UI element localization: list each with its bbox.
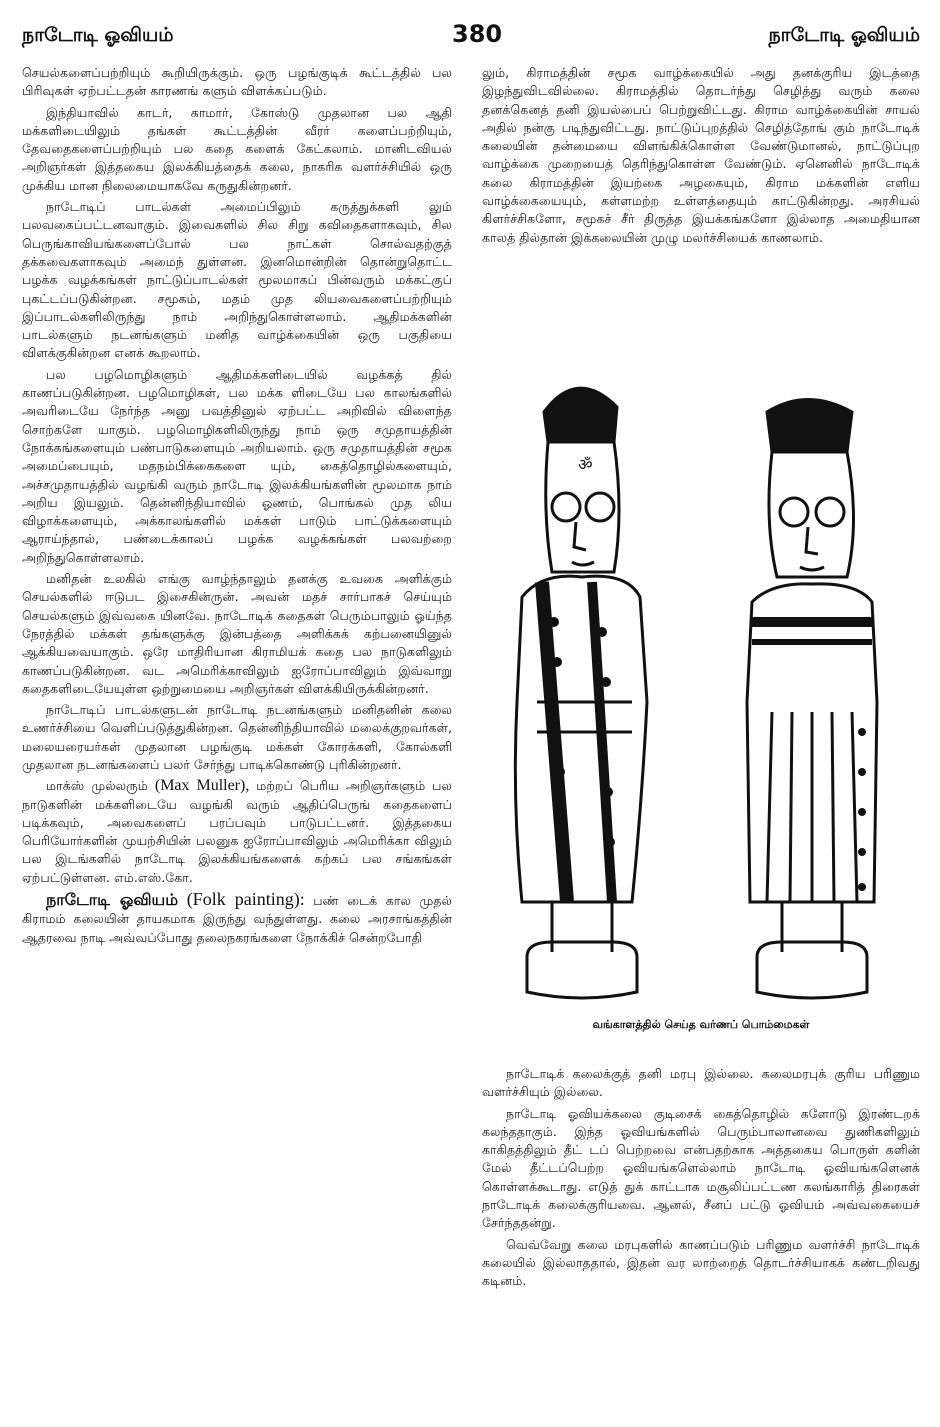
paragraph: லும், கிராமத்தின் சமூக வாழ்க்கையில் அது தனக்குரிய இடத்தை இழந்துவிடவில்லை. கிராமத்தில் தொடர்ந்து செழித்து வரும் கலை தனக்கெனத் தனி இயல்பைப் பெற்றுவிட்டது. கிராம வாழ்க்கையின் சாயல் அதில் நன்கு படிந்துவிட்டது. நாட்டுப்புறத்தில் செழித்தோங் கும் நாடோடிக் கலையின் தன்மையை விளங்கிக்கொள்ள வேண்டுமானல், நாட்டுப்புற வாழ்க்கை முறையைத் தெரிந்துகொள்ள வேண்டும். ஏனெனில் நாடோடிக் கலை கிராமத்தின் இயற்கை அழகையும், கிராம மக்களின் எளிய வாழ்க்கையையும், கள்ளமற்ற உள்ளத்தையும் காட்டுகின்றது. அரசியல் கிளர்ச்சிகளோ, சமூகச் சீர் திருத்த இயக்கங்களோ இல்லாத அமைதியான காலத் தில்தான் இக்கலையின் முழு மலர்ச்சியைக் காணலாம். [482,65,920,245]
section-heading-english: (Folk painting): [186,889,305,910]
figure-caption: வங்காளத்தில் செய்த வர்ணப் பொம்மைகள் [592,1018,810,1031]
svg-text:ॐ: ॐ [578,455,593,474]
section-heading: நாடோடி ஓவியம் [46,890,179,910]
english-term: (Max Muller), [154,777,250,795]
right-column-top [482,64,920,364]
paragraph: மனிதன் உலகில் எங்கு வாழ்ந்தாலும் தனக்கு உவகை அளிக்கும் செயல்களில் ஈடுபட இசைகின்ருன். அவன் மதச் சார்பாகச் செய்யும் செயல்களும் இவ்வகை யினவே. நாடோடிக் கதைகள் பெரும்பாலும் ஓய்ந்த நேரத்தில் மக்கள் தங்களுக்கு இன்பத்தை அளிக்கக் கற்பனையினுல் ஆக்கியவையாகும். ஒரே மாதிரியான கிராமியக் கதை பல நாடுகளிலும் காணப்படுகின்றன. வட அமெரிக்காவிலும் ஐரோப்பாவிலும் இவ்வாறு கதைகளிடையேயுள்ள ஒற்றுமையை அறிஞர்கள் விளக்கியிருக்கின்றனர். [22,571,452,696]
right-column-bottom [482,1065,920,1405]
page-header [22,20,920,58]
paragraph-text: பண் டைக் கால முதல் கிராமம் கலையின் தாயகமாக இருந்து வந்துள்ளது. கலை அரசாங்கத்தின் ஆதரவை நாடி அவ்வப்போது தலைநகரங்களை நோக்கிச் சென்றபோதி [22,893,452,945]
paragraph: செயல்களைப்பற்றியும் கூறியிருக்கும். ஒரு பழங்குடிக் கூட்டத்தில் பல பிரிவுகள் ஏற்பட்டதன் காரணங் களும் விளக்கப்படும். [22,65,452,99]
paragraph: நாடோடிப் பாடல்கள் அமைப்பிலும் கருத்துக்களி லும் பலவகைப்பட்டனவாகும். இவைகளில் சில சிறு கவிதைகளாகவும், சில பெருங்காவியங்களைப்போல் பல நாட்கள் சொல்வதற்குத் தக்கவைகளாகவும் அமைந் துள்ளன. இனமொன்றின் தொன்றுதொட்ட பழக்க வழக்கங்கள் நாட்டுப்பாடல்கள் மூலமாகப் பின்வரும் மக்கட்குப் புகட்டப்படுகின்றன. சமூகம், மதம் முத லியவைகளைப்பற்றியும் இப்பாடல்களிலிருந்து நாம் அறிந்துகொள்ளலாம். ஆதிமக்களின் பாடல்களும் நடனங்களும் மனித வாழ்க்கையின் ஒரு பகுதியை விளக்குகின்றன எனக் கூறலாம். [22,199,452,361]
paragraph: நாடோடிப் பாடல்களுடன் நாடோடி நடனங்களும் மனிதனின் கலை உணர்ச்சியை வெளிப்படுத்துகின்றன. தென்னிந்தியாவில் மலைக்குறவர்கள், மலையரையர்கள் முதலான பழங்குடி மக்கள் கோரக்களி, கோல்களி முதலான நடனங்களைப் பலர் சேர்ந்து பாடிக்கொண்டு புரிகின்றனர். [22,702,452,772]
page-number: 380 [452,20,503,48]
paragraph: நாடோடிக் கலைக்குத் தனி மரபு இல்லை. கலைமரபுக் குரிய பரிணும வளர்ச்சியும் இல்லை. [482,1066,920,1100]
paragraph-text: மற்றப் பெரிய அறிஞர்களும் பல நாடுகளின் மக்களிடையே வழங்கி வரும் ஆதிப்பெருங் கதைகளைப் படிக்கவும், அவைகளைப் பரப்பவும் பாடுபட்டனர். இத்தகைய பெரியோர்களின் முயற்சியின் பலனுக ஐரோப்பாவிலும் அமெரிக்கா விலும் பல இடங்களில் நாடோடி இலக்கியங்களைக் கற்கப் பல சங்கங்கள் ஏற்பட்டுள்ளன. எம்.எஸ்.கோ. [22,778,452,885]
paragraph: நாடோடி ஓவியக்கலை குடிசைக் கைத்தொழில் களோடு இரண்டறக் கலந்ததாகும். இந்த ஓவியங்களில் பெரும்பாலானவை துணிகளிலும் காகிதத்திலும் தீட் டப் பெற்றவை என்பதற்காக அத்தகைய பொருள் களின் மேல் தீட்டப்பெற்ற ஓவியங்களெல்லாம் நாடோடி ஓவியங்களெனக் கொள்ளக்கூடாது. எடுத் துக் காட்டாக மசூலிப்பட்டண கலங்காரித் திரைகள் நாடோடிக் கலைக்குரியவை. ஆனல், சீனப் பட்டு ஓவியம் அவ்வகையைச் சேர்ந்ததன்று. [482,1105,920,1231]
running-title-right: நாடோடி ஓவியம் [768,24,920,46]
running-title-left: நாடோடி ஓவியம் [22,24,174,46]
paragraph: இந்தியாவில் காடர், காமார், கோஸ்டு முதலான பல ஆதி மக்களிடையிலும் தங்கள் கூட்டத்தின் வீரர் களைப்பற்றியும், தேவதைகளைப்பற்றியும் பல கதை களைக் கேட்கலாம். மானிடவியல் அறிஞர்கள் இத்தகைய இலக்கியத்தைக் கலை, நாகரிக வளர்ச்சியில் ஒரு முக்கிய மான நிலைமையாகவே கருதுகின்றனர். [22,104,452,193]
right-doll [747,400,877,999]
left-column [22,64,452,1414]
dolls-illustration [482,372,920,1012]
paragraph [22,777,452,887]
paragraph-text: மாக்ஸ் முல்லரும் [46,778,148,794]
figure-dolls [482,372,920,1032]
left-doll [515,388,647,998]
paragraph: பல பழமொழிகளும் ஆதிமக்களிடையில் வழக்கத் தில் காணப்படுகின்றன. பழமொழிகள், பல மக்க ளிடையே பல காலங்களில் அவரிடையே நேர்ந்த அனு பவத்தினுல் ஏற்பட்ட அறிவில் விளைந்த சொற்களே யாகும். பழமொழிகளிலிருந்து நாம் ஒரு சமுதாயத்தின் நோக்கங்களையும் பண்பாடுகளையும் அறியலாம். ஒரு சமுதாயத்தின் சமூக அமைப்பையும், மதநம்பிக்கைகளை யும், கைத்தொழில்களையும், அச்சமுதாயத்தில் வழங்கி வரும் நாடோடி இலக்கியங்களின் மூலமாக நாம் அறிய இயலும். தென்னிந்தியாவில் ஓணம், பொங்கல் முத லிய விழாக்களையும், அக்காலங்களில் மக்கள் பாடும் பாட்டுக்களையும் ஆராய்ந்தால், பண்டைக்காலப் பழக்க வழக்கங்கள் பலவற்றை அறிந்துகொள்ளலாம். [22,366,452,565]
section-paragraph [22,890,452,947]
paragraph: வெவ்வேறு கலை மரபுகளில் காணப்படும் பரிணும வளர்ச்சி நாடோடிக் கலையில் இல்லாததால், இதன் வர லாற்றைத் தொடர்ச்சியாகக் கண்டறிவது கடினம். [482,1236,920,1289]
